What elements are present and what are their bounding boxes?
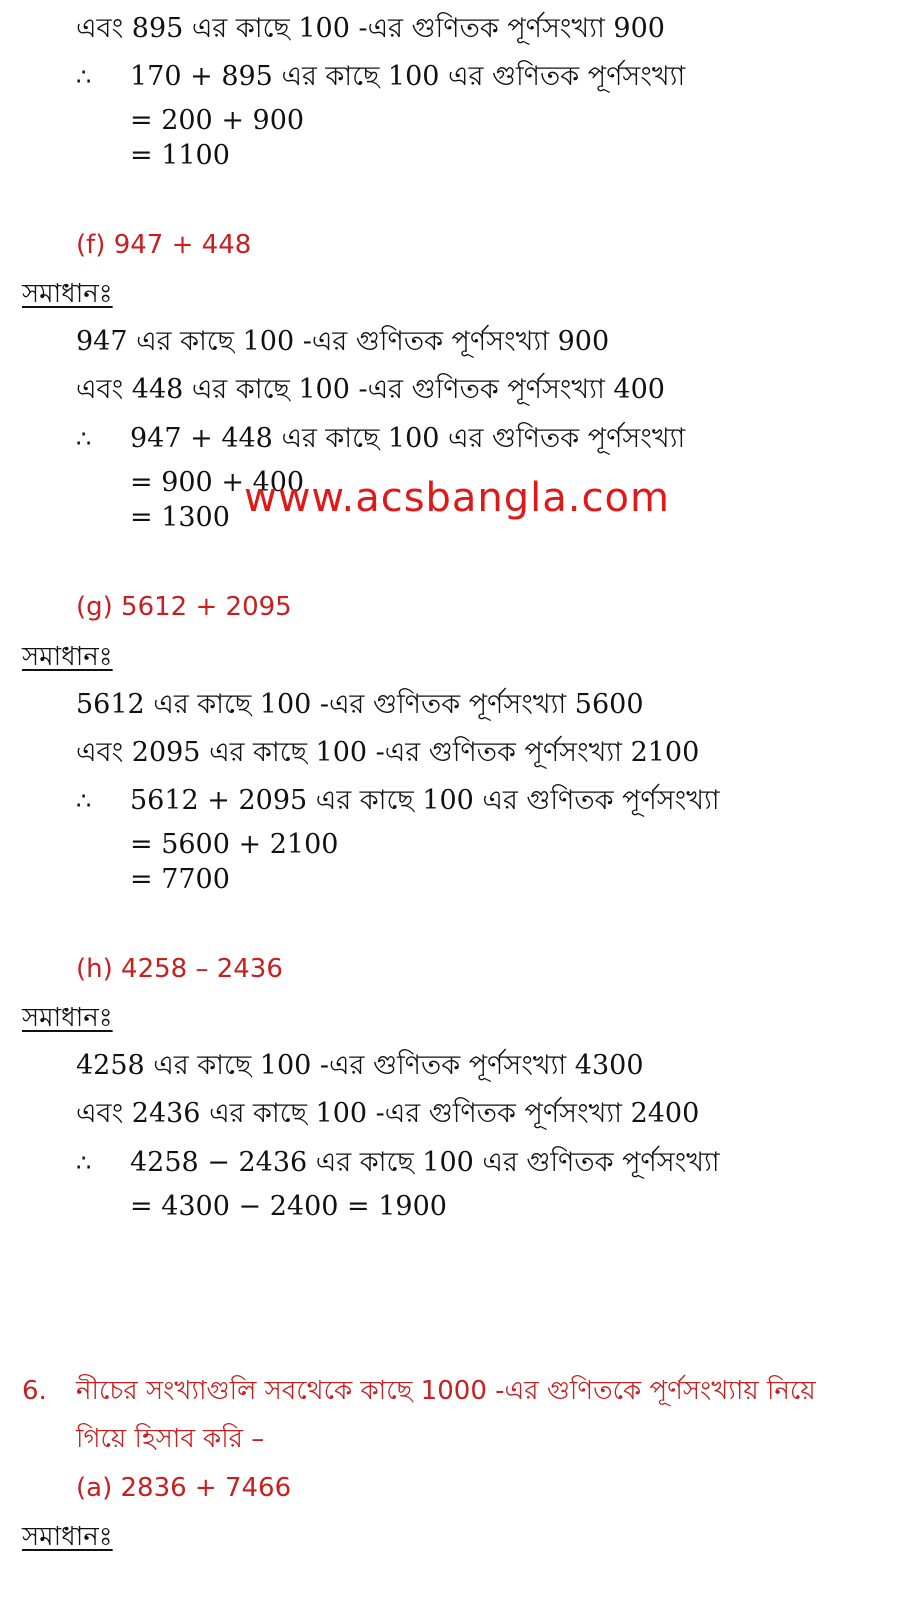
equation-line: = 5600 + 2100 [130,829,339,860]
equation-result: = 4300 − 2400 = 1900 [130,1191,447,1222]
solution-line: এবং 2436 এর কাছে 100 -এর গুণিতক পূর্ণসংখ্যা 2400 [76,1098,700,1129]
solution-line: 947 এর কাছে 100 -এর গুণিতক পূর্ণসংখ্যা 900 [76,326,610,357]
therefore-symbol: ∴ [76,1149,92,1177]
question-h: (h) 4258 – 2436 [76,954,283,984]
question-f: (f) 947 + 448 [76,230,252,260]
question-g: (g) 5612 + 2095 [76,592,292,622]
equation-result: = 1300 [130,502,230,533]
equation-result: = 1100 [130,140,230,171]
solution-line: 4258 এর কাছে 100 -এর গুণিতক পূর্ণসংখ্যা 4300 [76,1050,644,1081]
solution-line: 4258 − 2436 এর কাছে 100 এর গুণিতক পূর্ণসংখ্যা [130,1147,720,1178]
solution-line: 170 + 895 এর কাছে 100 এর গুণিতক পূর্ণসংখ্যা [130,61,686,92]
therefore-symbol: ∴ [76,63,92,91]
equation-line: = 200 + 900 [130,105,305,136]
solution-line: 947 + 448 এর কাছে 100 এর গুণিতক পূর্ণসংখ্যা [130,423,686,454]
equation-result: = 7700 [130,864,230,895]
therefore-symbol: ∴ [76,787,92,815]
solution-line: 5612 + 2095 এর কাছে 100 এর গুণিতক পূর্ণসংখ্যা [130,785,720,816]
solution-heading: সমাধানঃ [22,642,113,672]
question-text: গিয়ে হিসাব করি – [76,1424,265,1454]
solution-heading: সমাধানঃ [22,1003,113,1033]
equation-line: = 900 + 400 [130,467,305,498]
question-number: 6. [22,1376,47,1406]
question-6a: (a) 2836 + 7466 [76,1473,292,1503]
solution-heading: সমাধানঃ [22,1522,113,1552]
solution-line: এবং 895 এর কাছে 100 -এর গুণিতক পূর্ণসংখ্যা 900 [76,13,665,44]
question-text: নীচের সংখ্যাগুলি সবথেকে কাছে 1000 -এর গুণিতকে পূর্ণসংখ্যায় নিয়ে [76,1376,816,1406]
solution-line: এবং 448 এর কাছে 100 -এর গুণিতক পূর্ণসংখ্যা 400 [76,374,665,405]
solution-line: 5612 এর কাছে 100 -এর গুণিতক পূর্ণসংখ্যা 5600 [76,689,644,720]
solution-line: এবং 2095 এর কাছে 100 -এর গুণিতক পূর্ণসংখ্যা 2100 [76,737,700,768]
therefore-symbol: ∴ [76,425,92,453]
watermark-text: www.acsbangla.com [244,475,670,521]
solution-heading: সমাধানঃ [22,279,113,309]
